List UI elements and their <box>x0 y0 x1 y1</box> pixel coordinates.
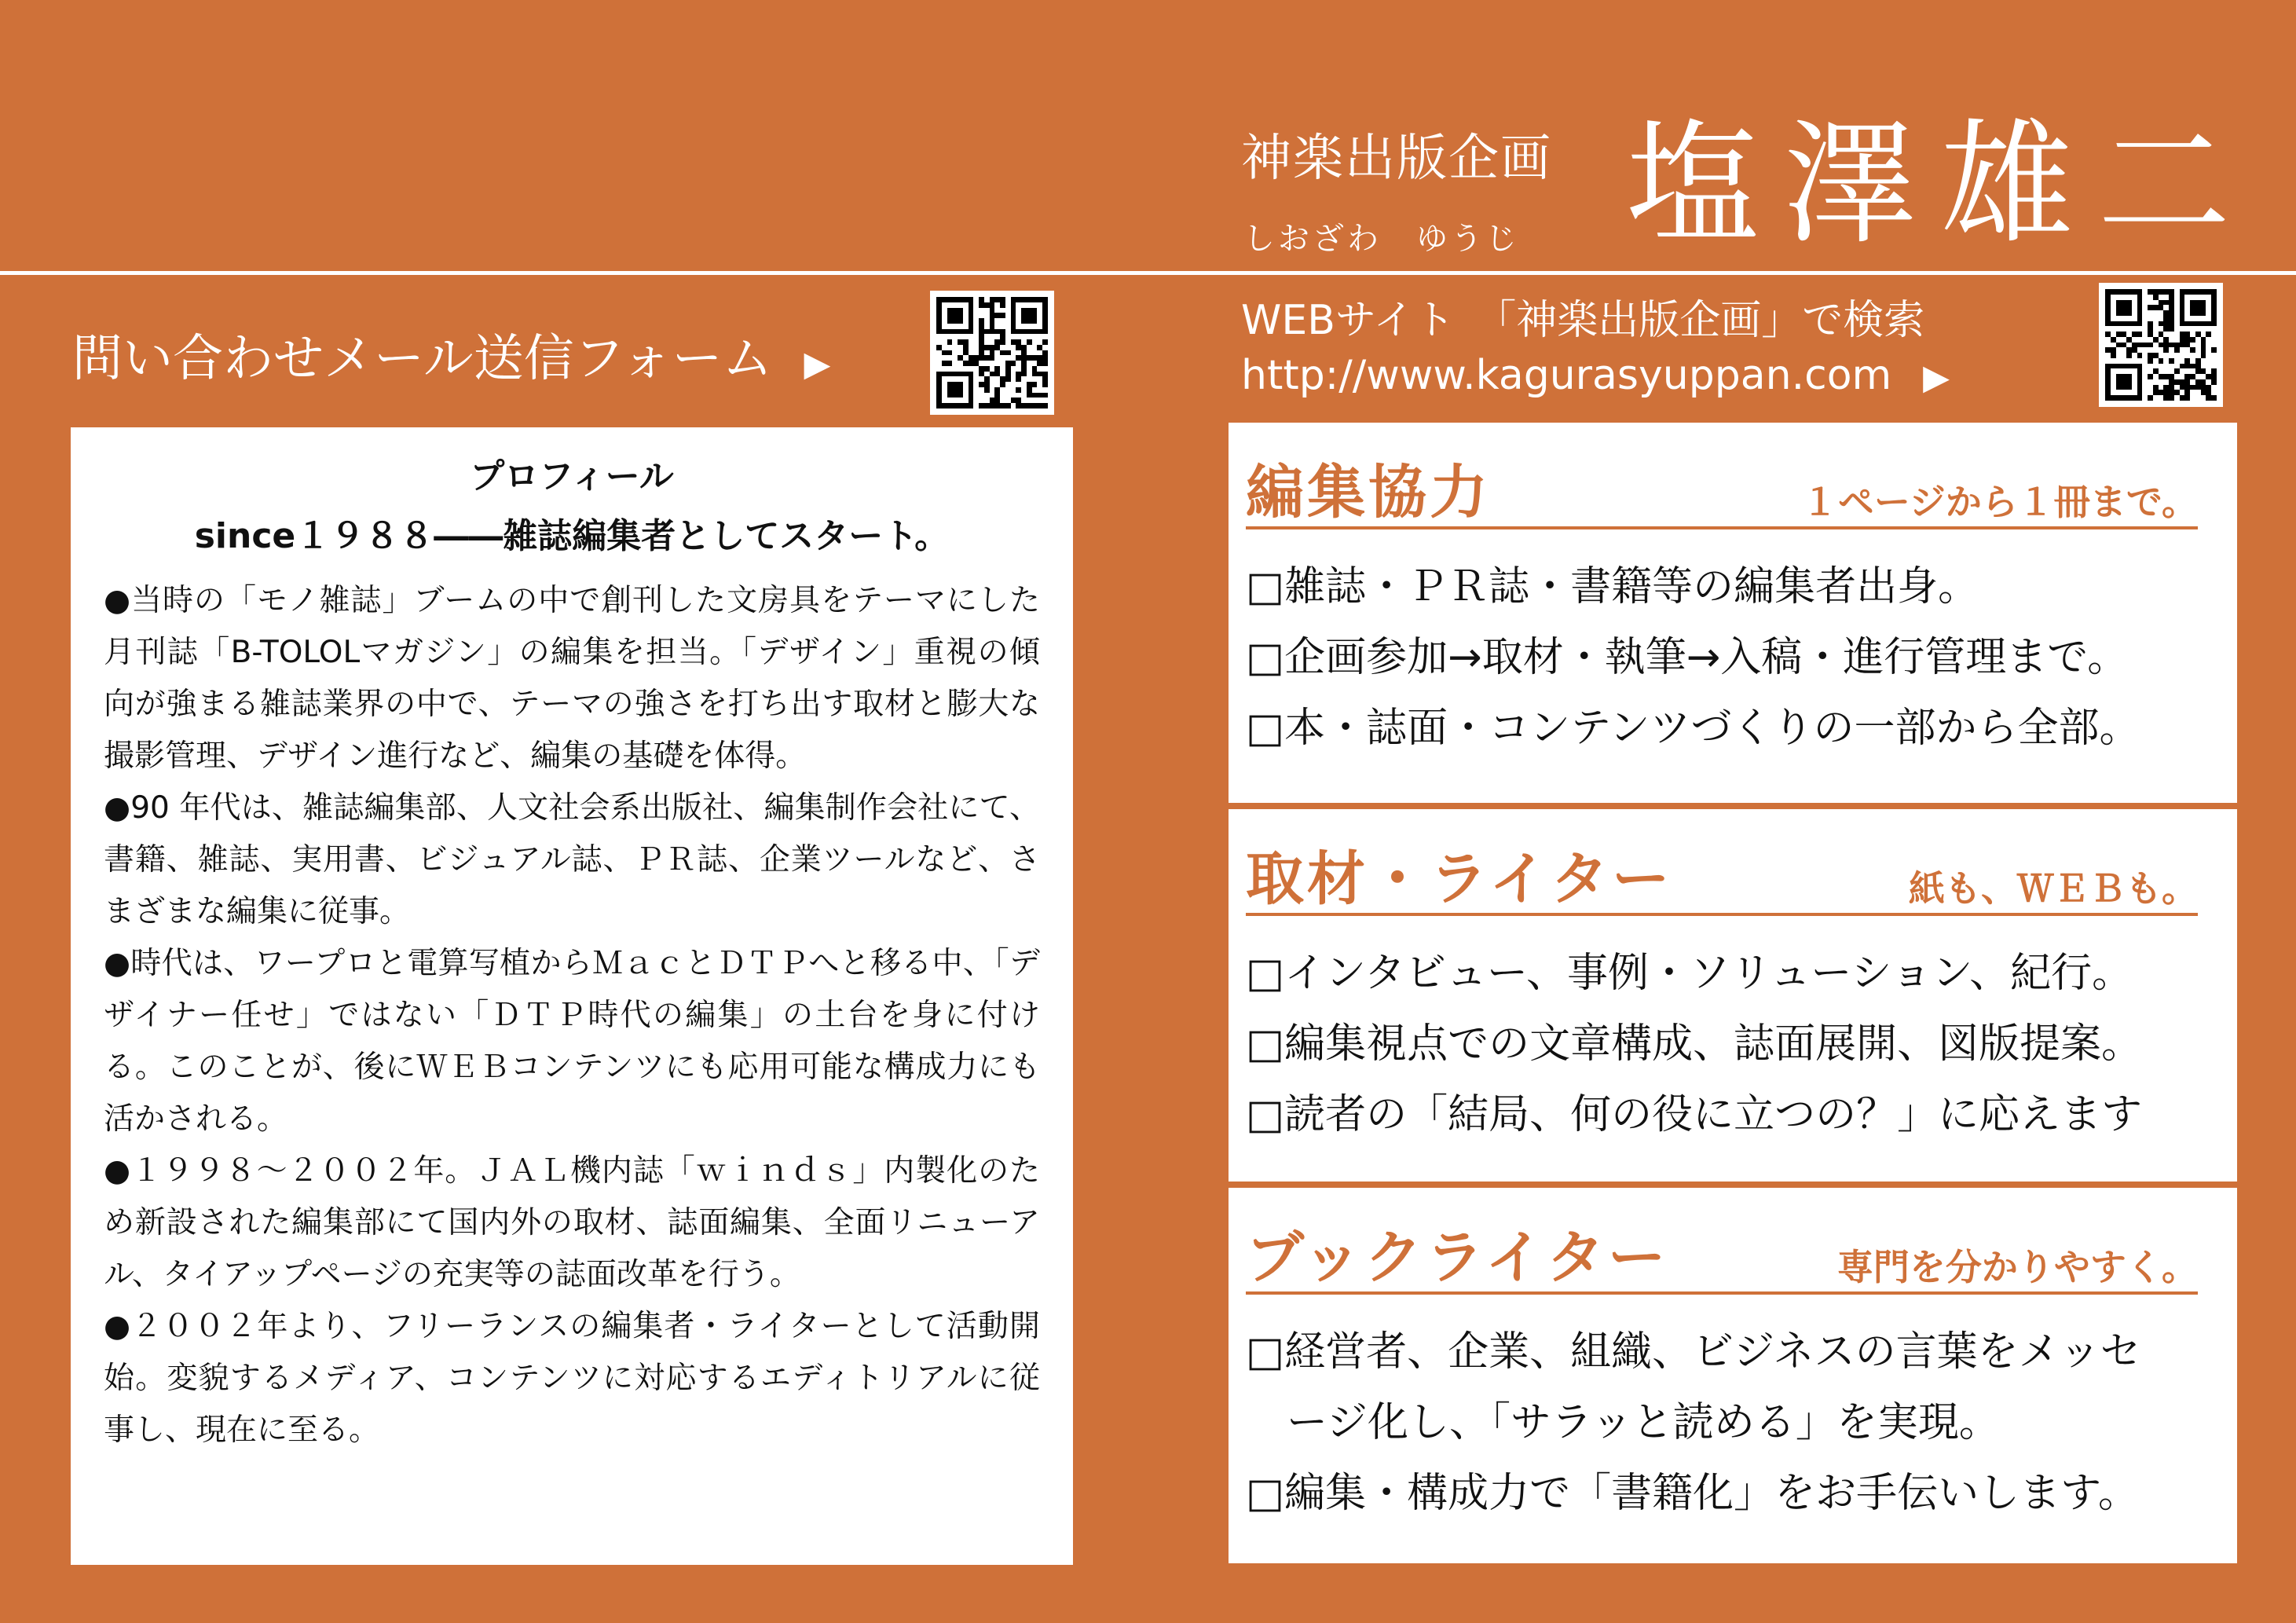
company-name: 神楽出版企画 <box>1241 130 1552 188</box>
service-item: □インタビュー、事例・ソリューション、紀行。 <box>1246 950 2133 997</box>
profile-subtitle: since１９８８――雑誌編集者としてスタート。 <box>194 516 950 556</box>
person-name: 塩澤雄二 <box>1626 107 2255 262</box>
profile-paragraph: ●１９９８～２００２年。ＪＡＬ機内誌「ｗｉｎｄｓ」内製化のため新設された編集部にて国内外の取材、誌面編集、全面リニューアル、タイアップページの充実等の誌面改革を行う。 <box>104 1153 1040 1292</box>
header-divider <box>0 271 2296 275</box>
profile-paragraph: ●90 年代は、雑誌編集部、人文社会系出版社、編集制作会社にて、書籍、雑誌、実用書、ビジュアル誌、ＰＲ誌、企業ツールなど、さまざまな編集に従事。 <box>104 790 1040 929</box>
service-item: □企画参加→取材・執筆→入稿・進行管理まで。 <box>1246 634 2129 681</box>
service-item: □読者の「結局、何の役に立つの？」に応えます <box>1246 1091 2143 1138</box>
service-heading <box>1246 837 2198 916</box>
name-reading: しおざわ ゆうじ <box>1243 221 1520 257</box>
website-label: WEBサイト 「神楽出版企画」で検索 <box>1241 297 1925 344</box>
service-item: □本・誌面・コンテンツづくりの一部から全部。 <box>1246 705 2140 752</box>
profile-body <box>104 575 1040 1456</box>
service-heading <box>1246 451 2198 529</box>
service-list <box>1246 938 2220 1150</box>
service-tagline: 紙も、ＷＥＢも。 <box>1909 867 2198 910</box>
service-title: ブックライター <box>1246 1224 1669 1291</box>
service-bookwriter-panel <box>1229 1188 2237 1563</box>
profile-paragraph: ●当時の「モノ雑誌」ブームの中で創刊した文房具をテーマにした月刊誌「B-TOLOLマガジン」の編集を担当。「デザイン」重視の傾向が強まる雑誌業界の中で、テーマの強さを打ち出す取材と膨大な撮影管理、デザイン進行など、編集の基礎を体得。 <box>104 583 1040 774</box>
service-heading <box>1246 1216 2198 1295</box>
contact-qr-code-icon[interactable] <box>930 291 1054 415</box>
website-link[interactable] <box>1241 352 1950 399</box>
profile-panel <box>71 427 1073 1565</box>
arrow-right-icon: ▶ <box>804 344 831 384</box>
service-title: 取材・ライター <box>1246 845 1673 913</box>
contact-form-link[interactable] <box>72 318 830 390</box>
profile-paragraph: ●２００２年より、フリーランスの編集者・ライターとして活動開始。変貌するメディア、コンテンツに対応するエディトリアルに従事し、現在に至る。 <box>104 1309 1040 1448</box>
arrow-right-icon: ▶ <box>1923 357 1950 398</box>
service-list <box>1246 551 2220 764</box>
profile-title: プロフィール <box>470 456 674 496</box>
service-title: 編集協力 <box>1246 459 1491 526</box>
service-tagline: １ページから１冊まで。 <box>1801 481 2198 523</box>
service-item: □編集・構成力で「書籍化」をお手伝いします。 <box>1246 1470 2139 1517</box>
service-editing-panel <box>1229 423 2237 803</box>
service-item: ージ化し、「サラッと読める」を実現。 <box>1287 1399 2000 1446</box>
service-item: □編集視点での文章構成、誌面展開、図版提案。 <box>1246 1020 2143 1068</box>
service-item: □経営者、企業、組織、ビジネスの言葉をメッセ <box>1246 1328 2141 1376</box>
service-list <box>1246 1317 2220 1529</box>
profile-paragraph: ●時代は、ワープロと電算写植からＭａｃとＤＴＰへと移る中、「デザイナー任せ」ではない「ＤＴＰ時代の編集」の土台を身に付ける。このことが、後にＷＥＢコンテンツにも応用可能な構成力にも活かされる。 <box>104 946 1040 1137</box>
service-item: □雑誌・ＰＲ誌・書籍等の編集者出身。 <box>1246 563 1979 610</box>
service-writer-panel <box>1229 809 2237 1182</box>
contact-form-label: 問い合わせメール送信フォーム <box>72 330 773 388</box>
website-url: http://www.kagurasyuppan.com <box>1241 352 1892 399</box>
website-qr-code-icon[interactable] <box>2099 283 2223 407</box>
service-tagline: 専門を分かりやすく。 <box>1836 1246 2198 1288</box>
